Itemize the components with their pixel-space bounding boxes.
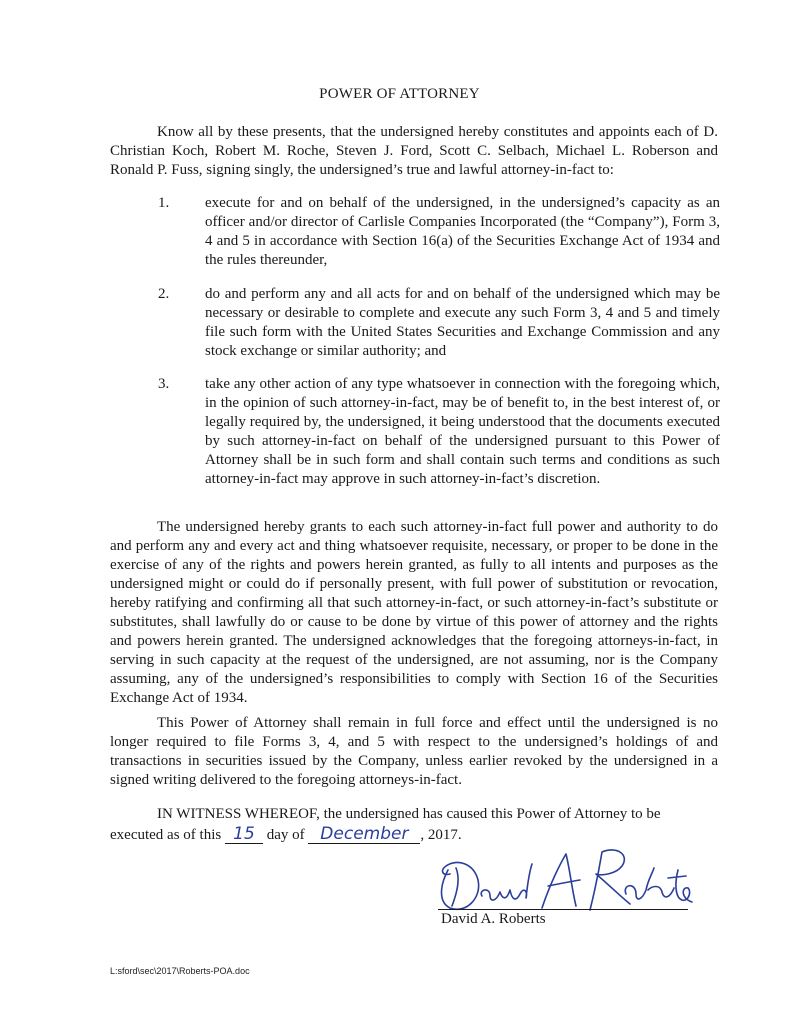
witness-line: IN WITNESS WHEREOF, the undersigned has caused this Power of Attorney to be <box>157 806 661 822</box>
signature-scrawl-icon <box>430 840 700 920</box>
list-item <box>158 285 720 361</box>
signature-image <box>430 840 700 920</box>
list-item-text: execute for and on behalf of the undersigned, in the undersigned’s capacity as an officer and/or director of Carlisle Companies Incorporated (the “Company”), Form 3, 4 and 5 in accordance with Section 16(a) of the Securities Exchange Act of 1934 and the rules thereunder, <box>205 195 720 268</box>
list-item-text: do and perform any and all acts for and on behalf of the undersigned which may be necessary or desirable to complete and execute any such Form 3, 4 and 5 and timely file such form with the United States Securities and Exchange Commission and any stock exchange or similar authority; and <box>205 286 720 359</box>
signature-line <box>438 909 688 910</box>
handwritten-month: December <box>308 825 420 844</box>
execution-mid: day of <box>266 827 305 843</box>
list-item-text: take any other action of any type whatsoever in connection with the foregoing which, in the opinion of such attorney-in-fact, may be of benefit to, in the best interest of, or legally required by, the undersigned, it being understood that the documents executed by such attorney-in-fact on behalf of the undersigned pursuant to this Power of Attorney shall be in such form and shall contain such terms and conditions as such attorney-in-fact may approve in such attorney-in-fact’s discretion. <box>205 376 720 487</box>
duration-paragraph: This Power of Attorney shall remain in full force and effect until the undersigned is no longer required to file Forms 3, 4, and 5 with respect to the undersigned’s holdings of and transactions in securities issued by the Company, unless earlier revoked by the undersigned in a signed writing delivered to the foregoing attorneys-in-fact. <box>110 715 718 788</box>
list-item-number: 1. <box>158 195 170 211</box>
execution-prefix: executed as of this <box>110 827 222 843</box>
list-item <box>158 194 720 270</box>
list-item-number: 2. <box>158 286 170 302</box>
list-item <box>158 375 720 489</box>
intro-paragraph: Know all by these presents, that the undersigned hereby constitutes and appoints each of D. Christian Koch, Robert M. Roche, Steven J. Ford, Scott C. Selbach, Michael L. Roberson and Ronald P. Fuss, signing singly, the undersigned’s true and lawful attorney-in-fact to: <box>110 124 718 178</box>
signatory-name: David A. Roberts <box>441 911 546 927</box>
grant-paragraph: The undersigned hereby grants to each such attorney-in-fact full power and authority to do and perform any and every act and thing whatsoever requisite, necessary, or proper to be done in the exercise of any of the rights and powers herein granted, as fully to all intents and purposes as the undersigned might or could do if personally present, with full power of substitution or revocation, hereby ratifying and confirming all that such attorney-in-fact, or such attorney-in-fact’s substitute or substitutes, shall lawfully do or cause to be done by virtue of this power of attorney and the rights and powers herein granted. The undersigned acknowledges that the foregoing attorneys-in-fact, in serving in such capacity at the request of the undersigned, are not assuming, nor is the Company assuming, any of the undersigned’s responsibilities to comply with Section 16 of the Securities Exchange Act of 1934. <box>110 519 718 706</box>
handwritten-day: 15 <box>225 825 263 844</box>
document-title: POWER OF ATTORNEY <box>319 86 480 102</box>
file-path-footer: L:sford\sec\2017\Roberts-POA.doc <box>110 966 250 976</box>
execution-year: , 2017. <box>420 827 462 843</box>
list-item-number: 3. <box>158 376 170 392</box>
